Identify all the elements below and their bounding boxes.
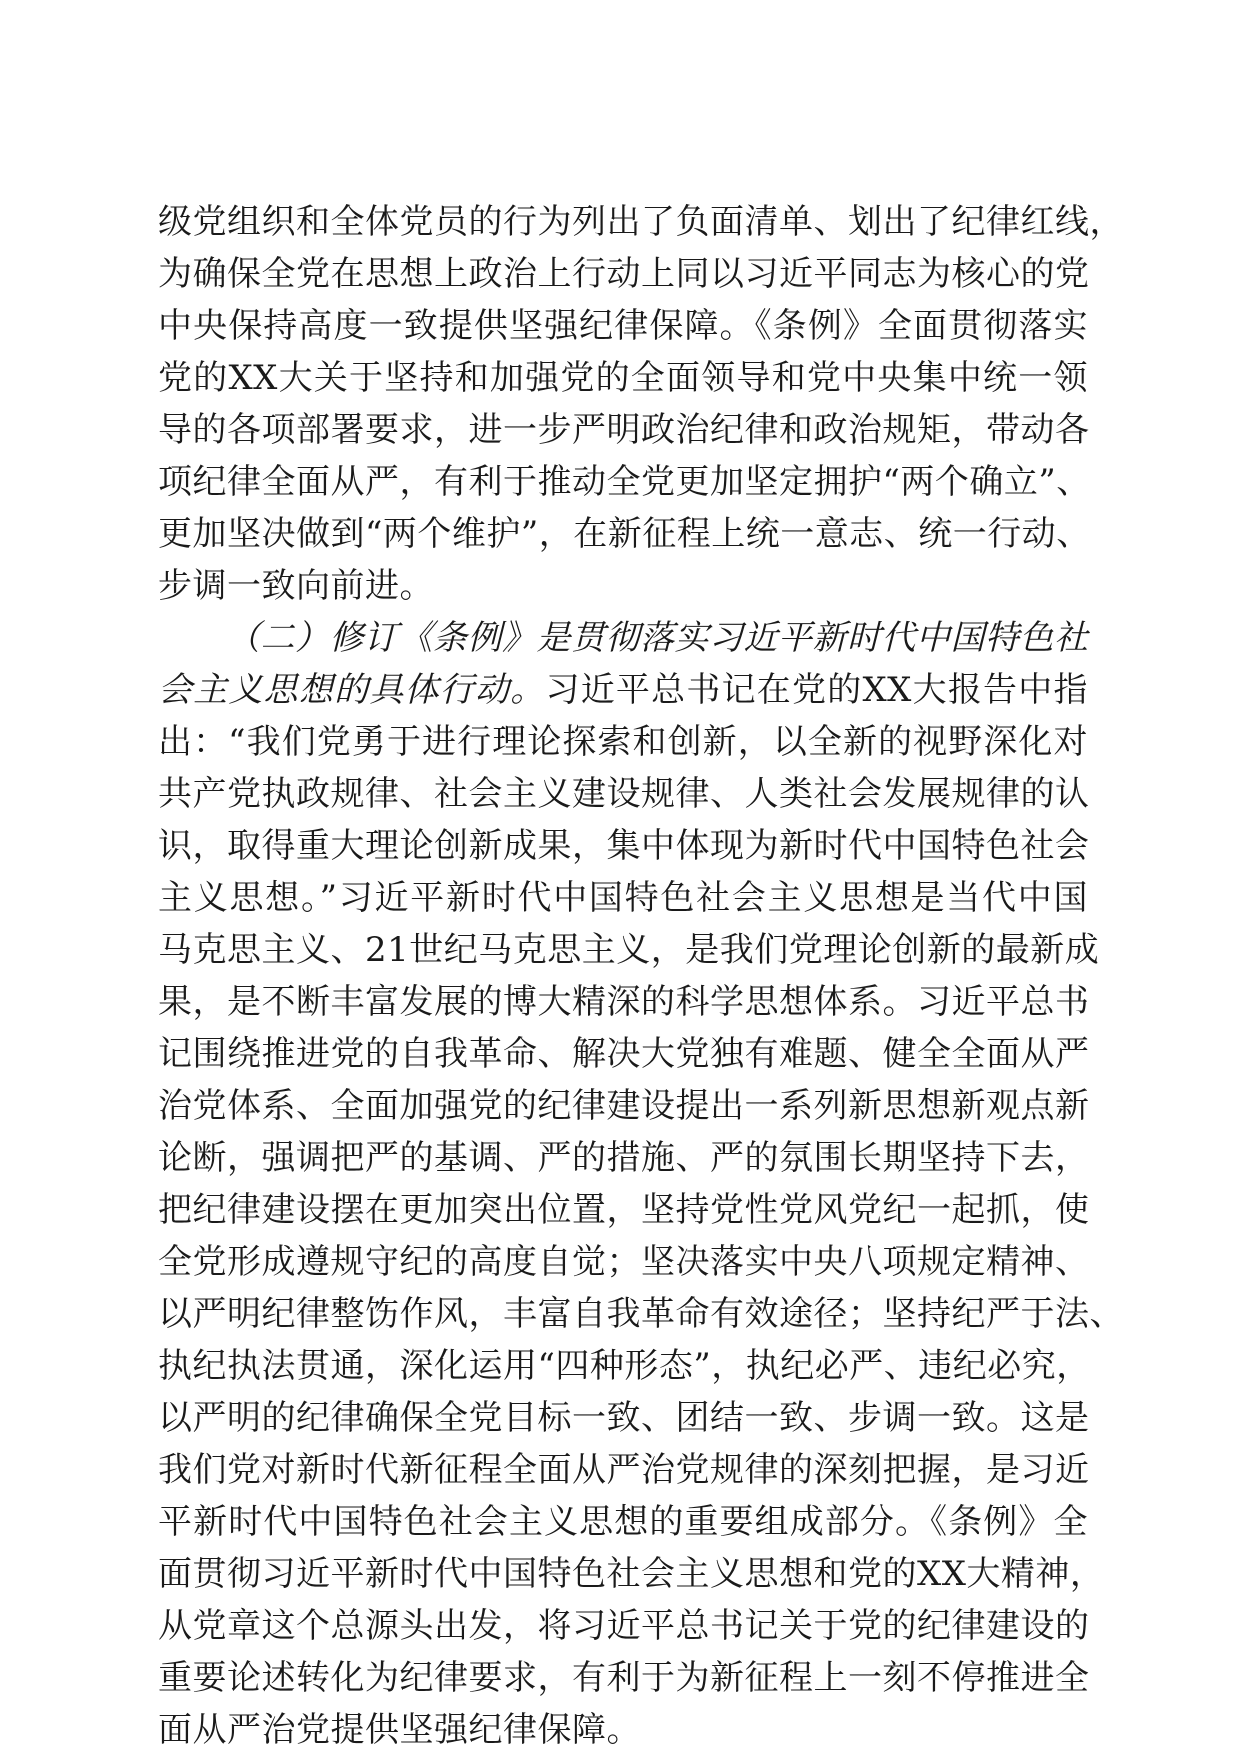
text-line: 全党形成遵规守纪的高度自觉；坚决落实中央八项规定精神、 [158,1242,1090,1282]
text-line: 更加坚决做到“两个维护”，在新征程上统一意志、统一行动、 [158,514,1091,554]
text-line: 执纪执法贯通，深化运用“四种形态”，执纪必严、违纪必究， [158,1346,1091,1386]
text-line: 马克思主义、21世纪马克思主义，是我们党理论创新的最新成 [158,930,1100,970]
text-line: 记围绕推进党的自我革命、解决大党独有难题、健全全面从严 [158,1034,1090,1074]
section-heading: （二）修订《条例》是贯彻落实习近平新时代中国特色社 [226,618,1089,658]
document-page [158,196,1124,1756]
text-line: 以严明的纪律确保全党目标一致、团结一致、步调一致。这是 [158,1398,1090,1438]
text-line: 导的各项部署要求，进一步严明政治纪律和政治规矩，带动各 [158,410,1090,450]
text-line: 平新时代中国特色社会主义思想的重要组成部分。《条例》全 [158,1502,1088,1542]
text-line: 共产党执政规律、社会主义建设规律、人类社会发展规律的认 [158,774,1090,814]
paragraph-2 [158,612,1124,1756]
section-heading-end: 会主义思想的具体行动。 [158,670,546,710]
text-line: 为确保全党在思想上政治上行动上同以习近平同志为核心的党 [158,254,1090,294]
text-line: 面从严治党提供坚强纪律保障。 [158,1710,641,1750]
text-line: 我们党对新时代新征程全面从严治党规律的深刻把握，是习近 [158,1450,1090,1490]
text-line: 果，是不断丰富发展的博大精深的科学思想体系。习近平总书 [158,982,1090,1022]
text-line: 论断，强调把严的基调、严的措施、严的氛围长期坚持下去， [158,1138,1090,1178]
text-line: 级党组织和全体党员的行为列出了负面清单、划出了纪律红线， [158,202,1124,242]
text-line: 以严明纪律整饬作风，丰富自我革命有效途径；坚持纪严于法、 [158,1294,1124,1334]
text-line: 中央保持高度一致提供坚强纪律保障。《条例》全面贯彻落实 [158,306,1088,346]
text-line: 重要论述转化为纪律要求，有利于为新征程上一刻不停推进全 [158,1658,1090,1698]
text-line: 识，取得重大理论创新成果，集中体现为新时代中国特色社会 [158,826,1090,866]
text-line: 出：“我们党勇于进行理论探索和创新，以全新的视野深化对 [158,722,1088,762]
text-line: 从党章这个总源头出发，将习近平总书记关于党的纪律建设的 [158,1606,1090,1646]
text-line [158,664,1088,716]
paragraph-1 [158,196,1124,612]
text-line: 党的XX大关于坚持和加强党的全面领导和党中央集中统一领 [158,358,1088,398]
text-line: 面贯彻习近平新时代中国特色社会主义思想和党的XX大精神， [158,1554,1105,1594]
text-line: 治党体系、全面加强党的纪律建设提出一系列新思想新观点新 [158,1086,1090,1126]
text-line: 把纪律建设摆在更加突出位置，坚持党性党风党纪一起抓，使 [158,1190,1090,1230]
text-line: 步调一致向前进。 [158,566,434,606]
text-span: 习近平总书记在党的XX大报告中指 [545,670,1089,710]
text-line: 项纪律全面从严，有利于推动全党更加坚定拥护“两个确立”、 [158,462,1091,502]
text-line: 主义思想。”习近平新时代中国特色社会主义思想是当代中国 [158,878,1088,918]
